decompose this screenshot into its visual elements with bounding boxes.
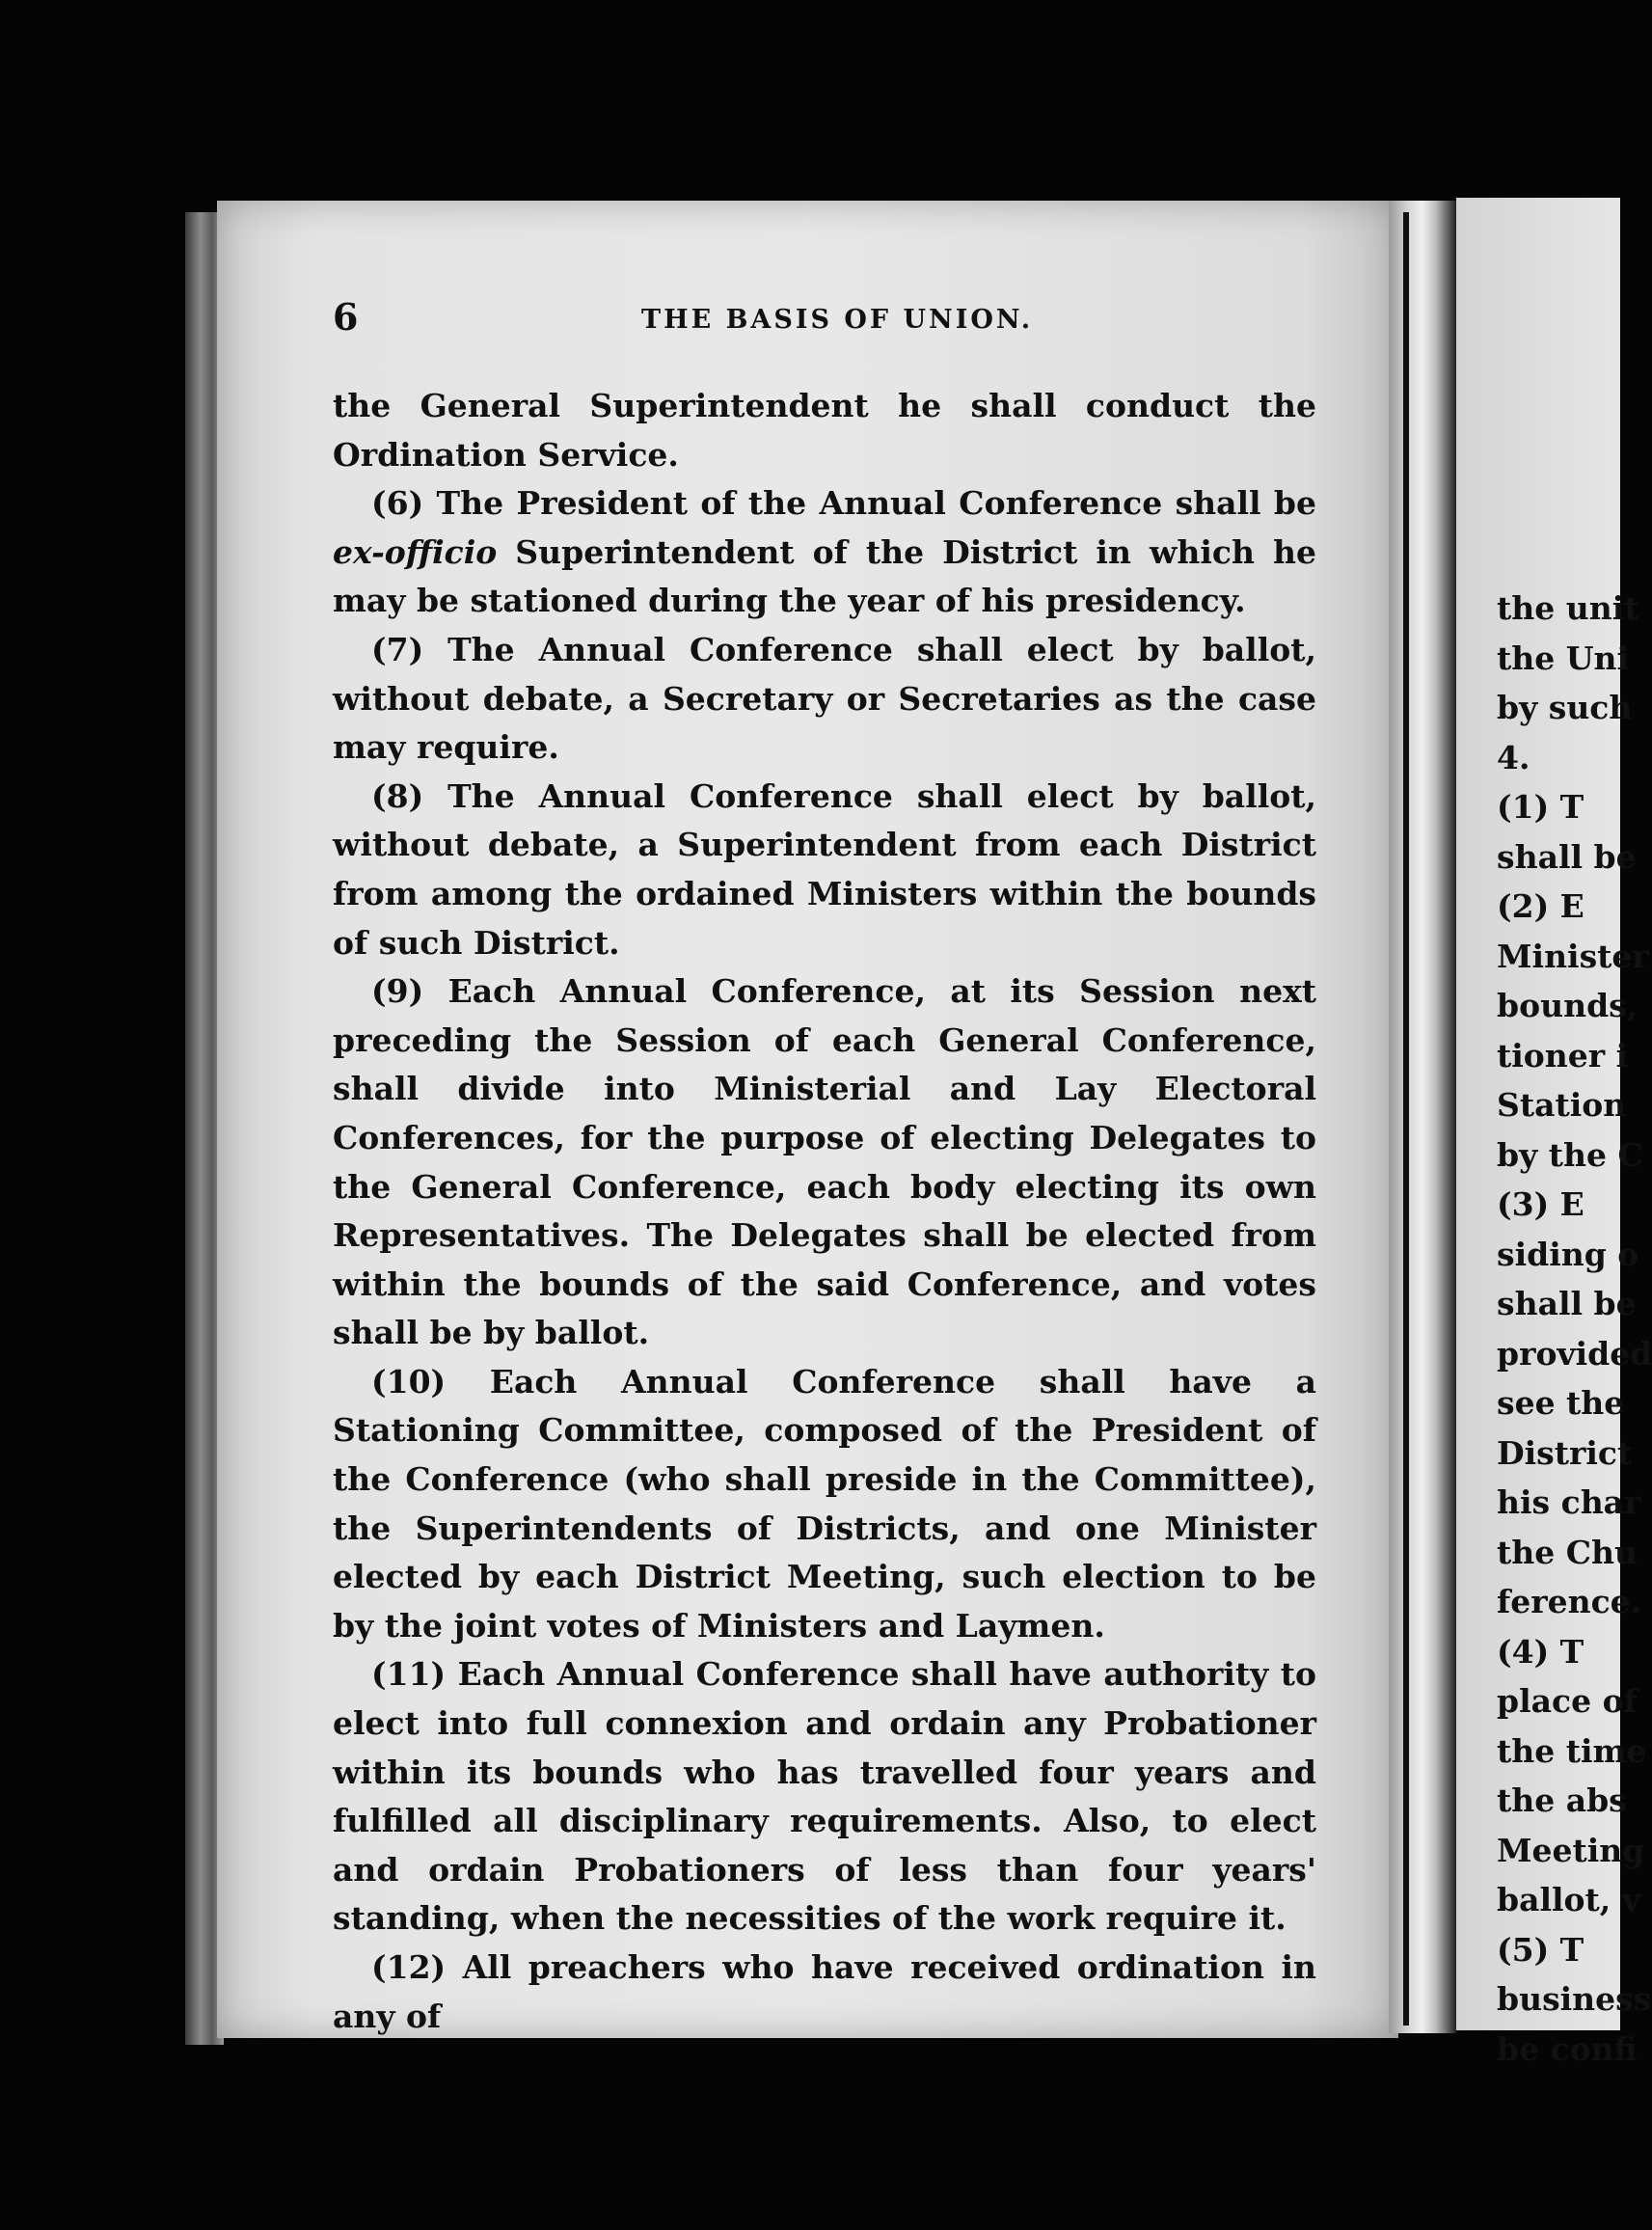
page-number: 6 [333, 295, 359, 339]
facing-line: Minister [1497, 937, 1649, 975]
facing-line: ballot, v [1497, 1881, 1640, 1918]
facing-line: (4) T [1497, 1632, 1584, 1671]
facing-line: the abs [1497, 1781, 1627, 1819]
paragraph: (12) All preachers who have received ordination in any of [333, 1948, 1316, 2035]
facing-line: see the [1497, 1384, 1625, 1422]
facing-line: (1) T [1497, 788, 1584, 826]
paragraph: (9) Each Annual Conference, at its Session next preceding the Session of each General Conference, shall divide into Ministerial and Lay Electoral Conferences, for the purpose of electing Delegates to the General Conference, each body electing its own Representatives. The Delegates shall be elected from within the bounds of the said Conference, and votes shall be by ballot. [333, 972, 1316, 1352]
facing-page-text [1497, 584, 1652, 2074]
facing-line: shall be [1497, 1285, 1637, 1322]
facing-line: the Chu [1497, 1533, 1638, 1571]
facing-line: business [1497, 1980, 1652, 2018]
facing-line: his char [1497, 1483, 1641, 1521]
facing-line: (2) E [1497, 887, 1584, 925]
page-body [333, 382, 1316, 2041]
facing-line: Meeting [1497, 1831, 1645, 1869]
facing-line: by such [1497, 689, 1633, 726]
gutter-shadow [1403, 212, 1409, 2026]
facing-page [1456, 198, 1652, 2068]
facing-line: siding o [1497, 1235, 1639, 1273]
facing-line: bounds, [1497, 987, 1638, 1024]
facing-line: the Uni [1497, 639, 1630, 677]
facing-line: provided [1497, 1334, 1652, 1373]
facing-line: (3) E [1497, 1185, 1584, 1223]
facing-line: (5) T [1497, 1930, 1584, 1969]
facing-line: 4. [1497, 738, 1530, 776]
latin-phrase: ex-officio [333, 532, 498, 571]
paragraph: (11) Each Annual Conference shall have authority to elect into full connexion and ordain any Probationer within its bounds who has travelled four years and fulfilled all disciplinary requirements. Also, to elect and ordain Probationers of less than four years' standing, when the necessities of the work require it. [333, 1655, 1316, 1938]
facing-line: be confi [1497, 2029, 1638, 2068]
book-gutter [1389, 201, 1456, 2033]
facing-line: the time [1497, 1731, 1647, 1770]
running-title: THE BASIS OF UNION. [641, 305, 1034, 335]
facing-line: the unit [1497, 589, 1639, 627]
facing-line: Station [1497, 1086, 1627, 1124]
facing-line: shall be [1497, 837, 1637, 876]
paragraph: (7) The Annual Conference shall elect by ballot, without debate, a Secretary or Secretaries as the case may require. [333, 630, 1316, 767]
page-header [333, 295, 1316, 353]
facing-line: District [1497, 1433, 1633, 1472]
facing-line: place of [1497, 1682, 1638, 1720]
facing-line: tioner i [1497, 1036, 1629, 1074]
paragraph: (6) The President of the Annual Conference shall be ex-officio Superintendent of the District in which he may be stationed during the year of his presidency. [333, 484, 1316, 620]
paragraph: the General Superintendent he shall conduct the Ordination Service. [333, 387, 1316, 474]
paragraph: (10) Each Annual Conference shall have a Stationing Committee, composed of the President of the Conference (who shall preside in the Committee), the Superintendents of Districts, and one Minister elected by each District Meeting, such election to be by the joint votes of Ministers and Laymen. [333, 1362, 1316, 1645]
facing-line: by the C [1497, 1135, 1643, 1174]
paragraph: (8) The Annual Conference shall elect by ballot, without debate, a Superintendent from each District from among the ordained Ministers within the bounds of such District. [333, 776, 1316, 962]
facing-line: ference. [1497, 1583, 1642, 1620]
